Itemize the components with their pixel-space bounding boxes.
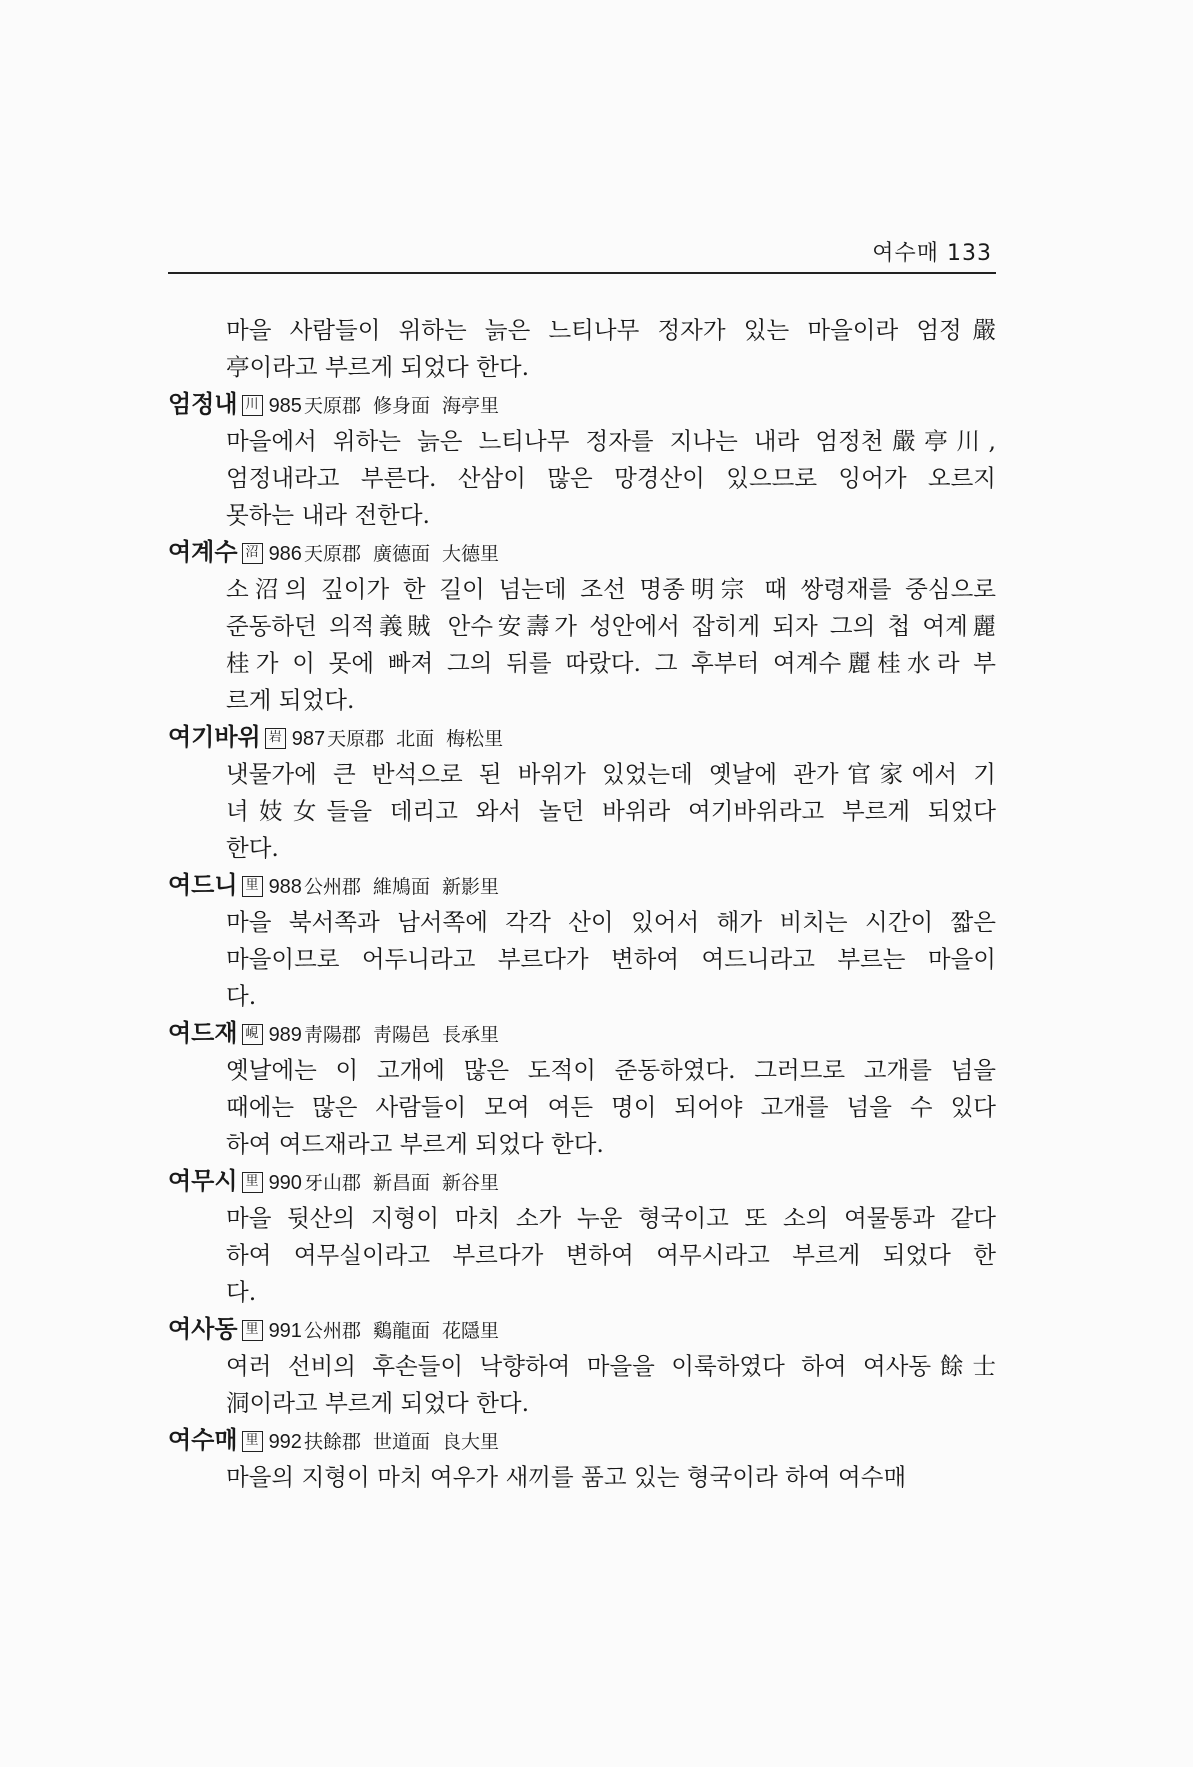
district: 北面 bbox=[396, 728, 435, 750]
running-header bbox=[168, 234, 996, 274]
entry-text-line: 녀妓女들을 데리고 와서 놀던 바위라 여기바위라고 부르게 되었다 bbox=[226, 797, 996, 825]
village: 長承里 bbox=[441, 1024, 499, 1046]
entry-heading bbox=[168, 1015, 996, 1052]
entry-text-line: 때에는 많은 사람들이 모여 여든 명이 되어야 고개를 넘을 수 있다 bbox=[226, 1093, 996, 1121]
county: 扶餘郡 bbox=[303, 1431, 361, 1453]
dictionary-body bbox=[168, 312, 996, 1496]
entry-location bbox=[304, 1172, 511, 1194]
entry-text-line: 마을 뒷산의 지형이 마치 소가 누운 형국이고 또 소의 여물통과 같다 bbox=[226, 1204, 996, 1232]
district: 靑陽邑 bbox=[372, 1024, 430, 1046]
entry-heading bbox=[168, 386, 996, 423]
entry-text-line: 못하는 내라 전한다. bbox=[226, 501, 431, 529]
entry-heading bbox=[168, 1311, 996, 1348]
category-badge: 川 bbox=[242, 395, 263, 416]
entry-term: 여무시 bbox=[168, 1167, 238, 1195]
entry-location bbox=[304, 395, 511, 417]
district: 修身面 bbox=[372, 395, 430, 417]
category-badge: 岩 bbox=[265, 728, 286, 749]
entry-term: 여기바위 bbox=[168, 723, 261, 751]
entry-number: 986 bbox=[268, 543, 302, 565]
entry-heading bbox=[168, 1163, 996, 1200]
entry-term: 여드니 bbox=[168, 871, 238, 899]
district: 新昌面 bbox=[372, 1172, 430, 1194]
category-badge: 里 bbox=[242, 1320, 263, 1341]
entry-text-line: 洞이라고 부르게 되었다 한다. bbox=[226, 1389, 530, 1417]
entry-text-line: 마을에서 위하는 늙은 느티나무 정자를 지나는 내라 엄정천嚴亭川, bbox=[226, 427, 996, 455]
entry-location bbox=[304, 1431, 511, 1453]
district: 維鳩面 bbox=[372, 876, 430, 898]
entry-location bbox=[304, 1320, 511, 1342]
entry-text-line: 桂가 이 못에 빠져 그의 뒤를 따랐다. 그 후부터 여계수麗桂水라 부 bbox=[226, 649, 996, 677]
county: 天原郡 bbox=[327, 728, 385, 750]
entry-text-line: 다. bbox=[226, 982, 257, 1010]
county: 天原郡 bbox=[303, 543, 361, 565]
entry-term: 엄정내 bbox=[168, 390, 238, 418]
entry-text-line: 엄정내라고 부른다. 산삼이 많은 망경산이 있으므로 잉어가 오르지 bbox=[226, 464, 996, 492]
county: 公州郡 bbox=[303, 876, 361, 898]
entry-number: 992 bbox=[268, 1431, 302, 1453]
entry-term: 여계수 bbox=[168, 538, 238, 566]
district: 鷄龍面 bbox=[372, 1320, 430, 1342]
county: 牙山郡 bbox=[303, 1172, 361, 1194]
entry-text-line: 준동하던 의적義賊 안수安壽가 성안에서 잡히게 되자 그의 첩 여계麗 bbox=[226, 612, 996, 640]
county: 靑陽郡 bbox=[303, 1024, 361, 1046]
entry-term: 여드재 bbox=[168, 1019, 238, 1047]
entry-number: 991 bbox=[268, 1320, 302, 1342]
entry-location bbox=[327, 728, 515, 750]
entry-term: 여수매 bbox=[168, 1426, 238, 1454]
entry-text-line: 한다. bbox=[226, 834, 279, 862]
entry-number: 987 bbox=[291, 728, 326, 750]
village: 花隱里 bbox=[441, 1320, 499, 1342]
category-badge: 里 bbox=[242, 876, 263, 897]
village: 良大里 bbox=[441, 1431, 499, 1453]
entry-number: 988 bbox=[268, 876, 302, 898]
village: 大德里 bbox=[441, 543, 499, 565]
entry-location bbox=[304, 876, 511, 898]
entry-text-line: 마을이므로 어두니라고 부르다가 변하여 여드니라고 부르는 마을이 bbox=[226, 945, 996, 973]
entry-text-line: 냇물가에 큰 반석으로 된 바위가 있었는데 옛날에 관가官家에서 기 bbox=[226, 760, 996, 788]
village: 新影里 bbox=[441, 876, 499, 898]
entry-number: 990 bbox=[268, 1172, 302, 1194]
entry-text-line: 여러 선비의 후손들이 낙향하여 마을을 이룩하였다 하여 여사동餘士 bbox=[226, 1352, 996, 1380]
entry-text-line: 옛날에는 이 고개에 많은 도적이 준동하였다. 그러므로 고개를 넘을 bbox=[226, 1056, 996, 1084]
entry-text-line: 소沼의 깊이가 한 길이 넘는데 조선 명종明宗 때 쌍령재를 중심으로 bbox=[226, 575, 996, 603]
entry-text-line: 마을의 지형이 마치 여우가 새끼를 품고 있는 형국이라 하여 여수매 bbox=[226, 1463, 907, 1491]
county: 天原郡 bbox=[303, 395, 361, 417]
entry-number: 985 bbox=[268, 395, 302, 417]
village: 海亭里 bbox=[441, 395, 499, 417]
entry-text-line: 마을 북서쪽과 남서쪽에 각각 산이 있어서 해가 비치는 시간이 짧은 bbox=[226, 908, 996, 936]
entry-heading bbox=[168, 867, 996, 904]
continuation-line: 亭이라고 부르게 되었다 한다. bbox=[226, 353, 530, 381]
entry-heading bbox=[168, 719, 996, 756]
entry-heading bbox=[168, 534, 996, 571]
entry-heading bbox=[168, 1422, 996, 1459]
running-title: 여수매 133 bbox=[872, 241, 992, 266]
entry-text-line: 하여 여무실이라고 부르다가 변하여 여무시라고 부르게 되었다 한 bbox=[226, 1241, 996, 1269]
entry-location bbox=[304, 543, 511, 565]
category-badge: 里 bbox=[242, 1431, 263, 1452]
entry-text-line: 다. bbox=[226, 1278, 257, 1306]
entry-text-line: 하여 여드재라고 부르게 되었다 한다. bbox=[226, 1130, 604, 1158]
category-badge: 峴 bbox=[242, 1024, 263, 1045]
district: 廣德面 bbox=[372, 543, 430, 565]
village: 新谷里 bbox=[441, 1172, 499, 1194]
district: 世道面 bbox=[372, 1431, 430, 1453]
entry-number: 989 bbox=[268, 1024, 302, 1046]
entry-text-line: 르게 되었다. bbox=[226, 686, 355, 714]
category-badge: 沼 bbox=[242, 543, 263, 564]
continuation-line: 마을 사람들이 위하는 늙은 느티나무 정자가 있는 마을이라 엄정嚴 bbox=[226, 316, 996, 344]
entry-location bbox=[304, 1024, 511, 1046]
category-badge: 里 bbox=[242, 1172, 263, 1193]
county: 公州郡 bbox=[303, 1320, 361, 1342]
village: 梅松里 bbox=[446, 728, 504, 750]
entry-term: 여사동 bbox=[168, 1315, 238, 1343]
